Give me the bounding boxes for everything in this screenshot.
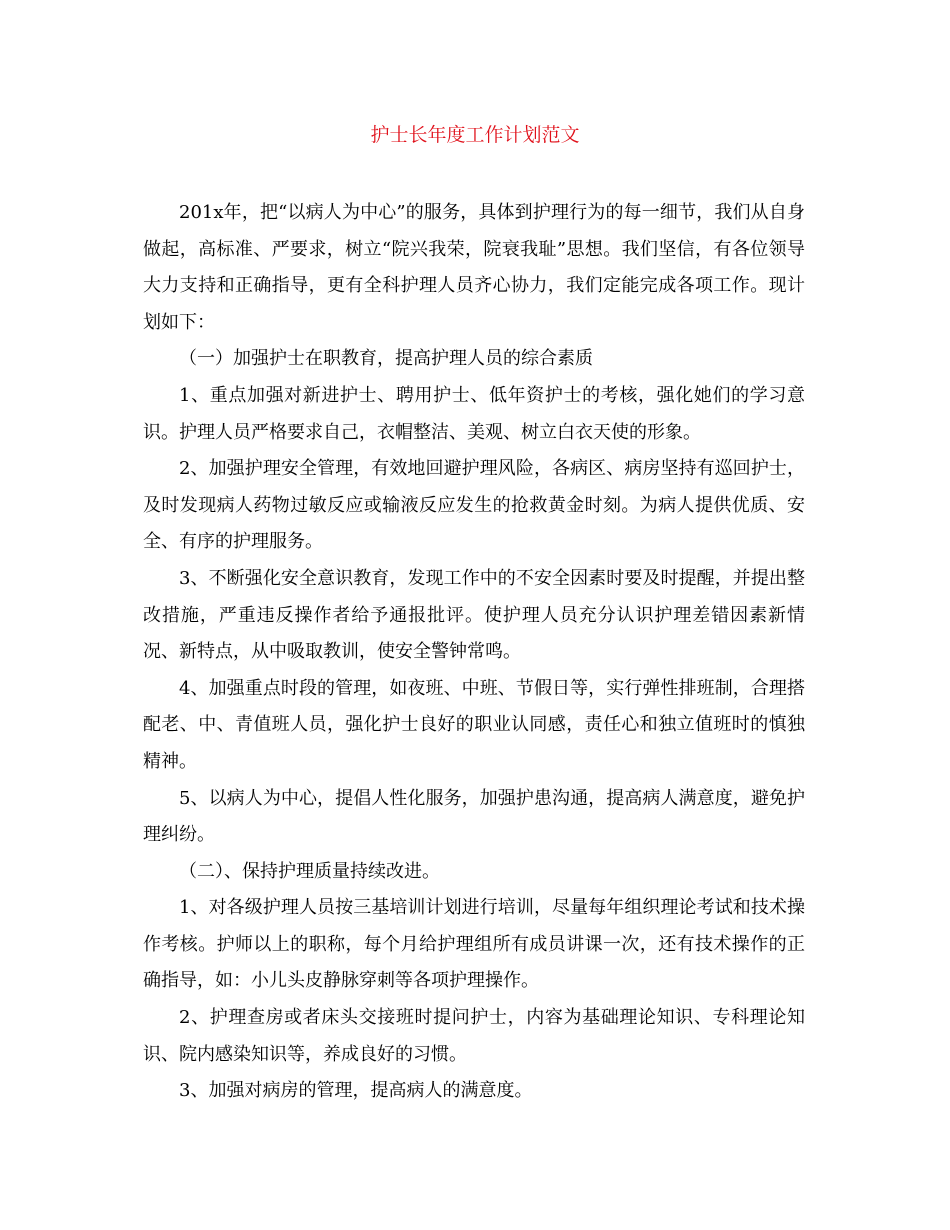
paragraph-item: 4、加强重点时段的管理，如夜班、中班、节假日等，实行弹性排班制，合理搭配老、中、青值班人员，强化护士良好的职业认同感，责任心和独立值班时的慎独精神。 bbox=[143, 677, 805, 772]
section-heading-1: （一）加强护士在职教育，提高护理人员的综合素质 bbox=[179, 348, 593, 370]
document-body bbox=[143, 195, 805, 1110]
paragraph-item: 5、以病人为中心，提倡人性化服务，加强护患沟通，提高病人满意度，避免护理纠纷。 bbox=[143, 787, 805, 846]
paragraph-item: 3、不断强化安全意识教育，发现工作中的不安全因素时要及时提醒，并提出整改措施，严重违反操作者给予通报批评。使护理人员充分认识护理差错因素新情况、新特点，从中吸取教训，使安全警钟常鸣。 bbox=[143, 567, 805, 663]
paragraph-item: 2、加强护理安全管理，有效地回避护理风险，各病区、病房坚持有巡回护士，及时发现病人药物过敏反应或输液反应发生的抢救黄金时刻。为病人提供优质、安全、有序的护理服务。 bbox=[143, 458, 805, 553]
paragraph-item: 3、加强对病房的管理，提高病人的满意度。 bbox=[179, 1080, 533, 1102]
paragraph-item: 1、重点加强对新进护士、聘用护士、低年资护士的考核，强化她们的学习意识。护理人员严格要求自己，衣帽整洁、美观、树立白衣天使的形象。 bbox=[143, 384, 805, 443]
paragraph-item: 2、护理查房或者床头交接班时提问护士，内容为基础理论知识、专科理论知识、院内感染知识等，养成良好的习惯。 bbox=[143, 1007, 805, 1065]
document-title: 护士长年度工作计划范文 bbox=[370, 124, 580, 146]
paragraph-intro: 201x年，把“以病人为中心”的服务，具体到护理行为的每一细节，我们从自身做起，高标准、严要求，树立“院兴我荣，院衰我耻”思想。我们坚信，有各位领导大力支持和正确指导，更有全科护理人员齐心协力，我们定能完成各项工作。现计划如下： bbox=[143, 202, 805, 333]
section-heading-2: （二）、保持护理质量持续改进。 bbox=[179, 860, 440, 882]
paragraph-item: 1、对各级护理人员按三基培训计划进行培训，尽量每年组织理论考试和技术操作考核。护师以上的职称，每个月给护理组所有成员讲课一次，还有技术操作的正确指导，如：小儿头皮静脉穿刺等各项护理操作。 bbox=[143, 897, 805, 992]
